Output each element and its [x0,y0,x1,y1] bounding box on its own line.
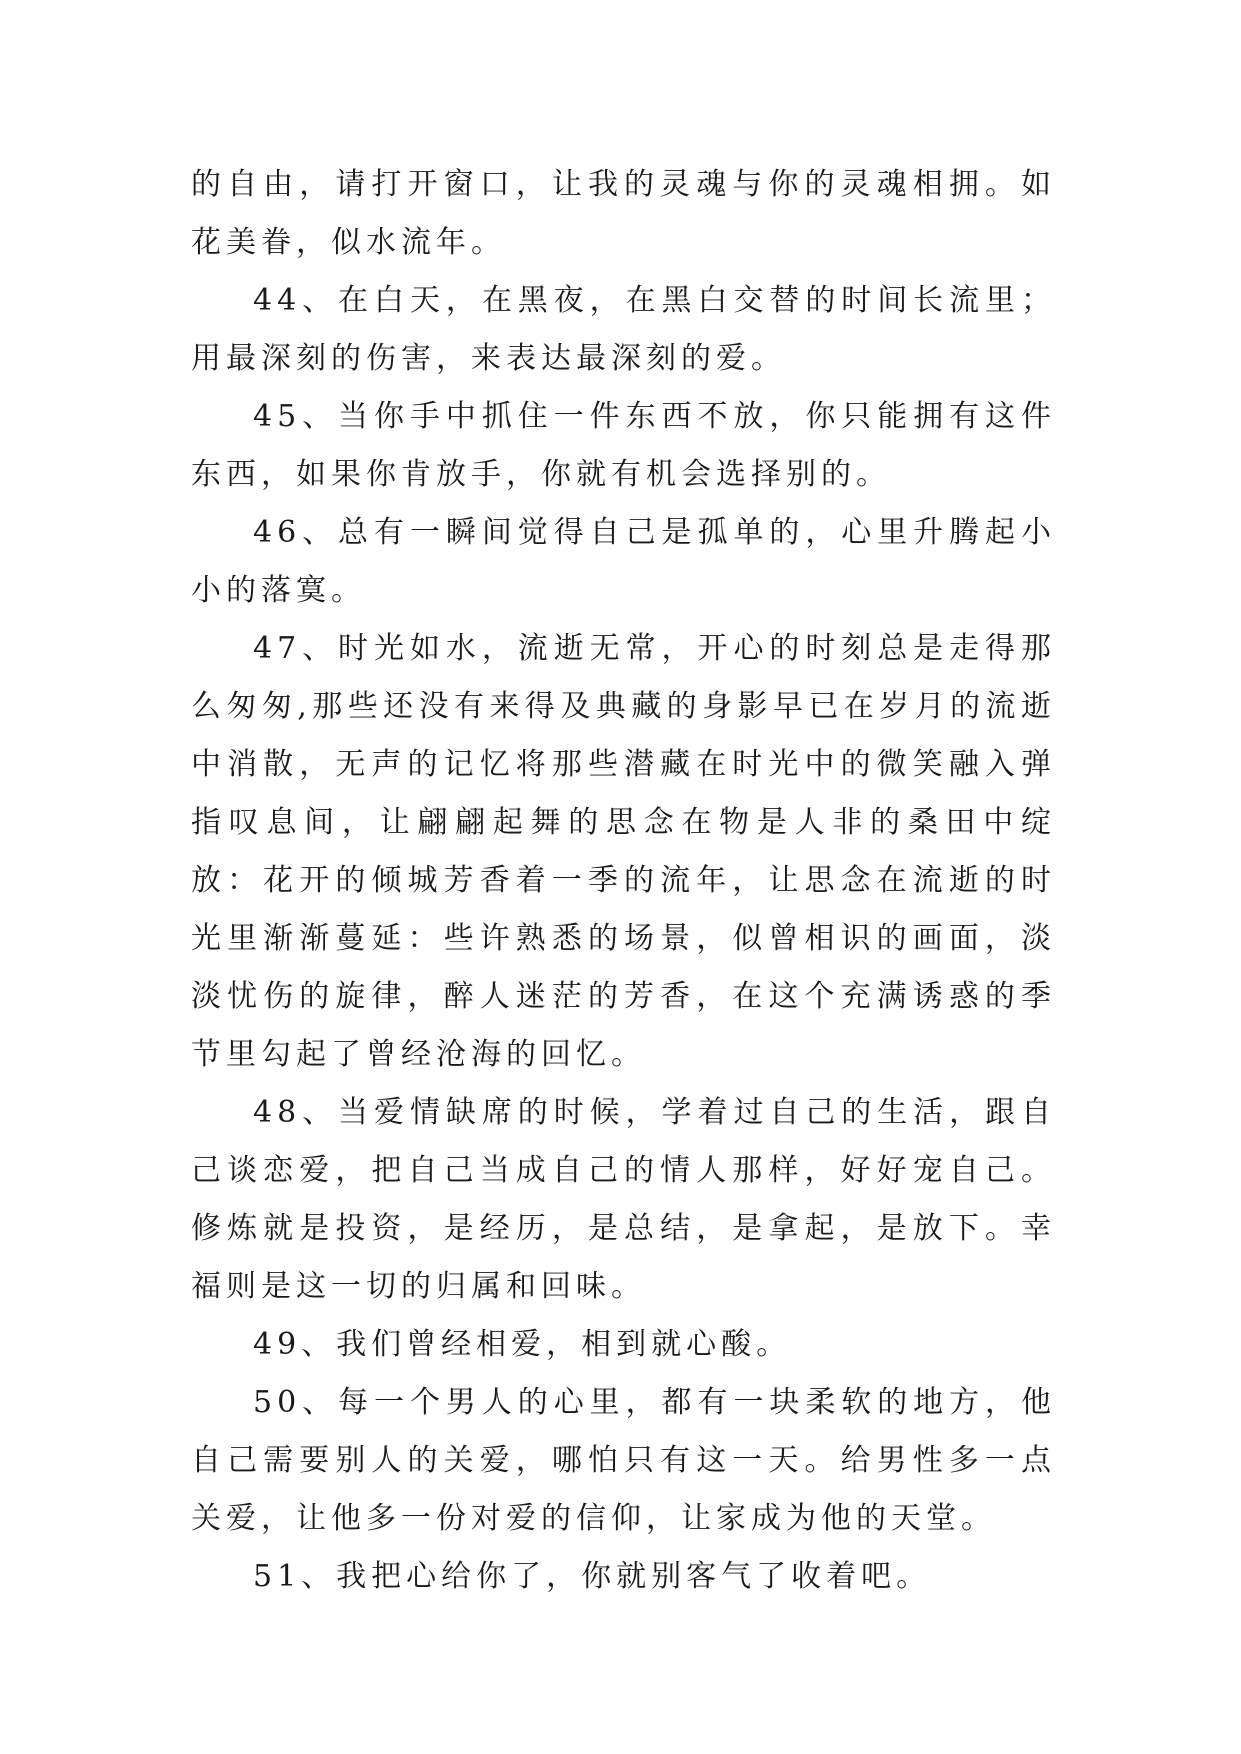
paragraph-item-46: 46、总有一瞬间觉得自己是孤单的，心里升腾起小小的落寞。 [191,515,1056,608]
document-body [191,156,1056,1606]
paragraph-item-45: 45、当你手中抓住一件东西不放，你只能拥有这件东西，如果你肯放手，你就有机会选择别的。 [191,399,1056,492]
paragraph-item-47: 47、时光如水，流逝无常，开心的时刻总是走得那么匆匆,那些还没有来得及典藏的身影早已在岁月的流逝中消散，无声的记忆将那些潜藏在时光中的微笑融入弹指叹息间，让翩翩起舞的思念在物是人非的桑田中绽放：花开的倾城芳香着一季的流年，让思念在流逝的时光里渐渐蔓延：些许熟悉的场景，似曾相识的画面，淡淡忧伤的旋律，醉人迷茫的芳香，在这个充满诱惑的季节里勾起了曾经沧海的回忆。 [191,631,1056,1072]
paragraph-continuation: 的自由，请打开窗口，让我的灵魂与你的灵魂相拥。如花美眷，似水流年。 [191,167,1056,260]
paragraph-item-49: 49、我们曾经相爱，相到就心酸。 [253,1327,792,1362]
paragraph-item-51: 51、我把心给你了，你就别客气了收着吧。 [253,1559,932,1594]
paragraph-item-50: 50、每一个男人的心里，都有一块柔软的地方，他自己需要别人的关爱，哪怕只有这一天。给男性多一点关爱，让他多一份对爱的信仰，让家成为他的天堂。 [191,1385,1056,1536]
paragraph-item-48: 48、当爱情缺席的时候，学着过自己的生活，跟自己谈恋爱，把自己当成自己的情人那样，好好宠自己。修炼就是投资，是经历，是总结，是拿起，是放下。幸福则是这一切的归属和回味。 [191,1095,1056,1304]
paragraph-item-44: 44、在白天，在黑夜，在黑白交替的时间长流里；用最深刻的伤害，来表达最深刻的爱。 [191,283,1056,376]
